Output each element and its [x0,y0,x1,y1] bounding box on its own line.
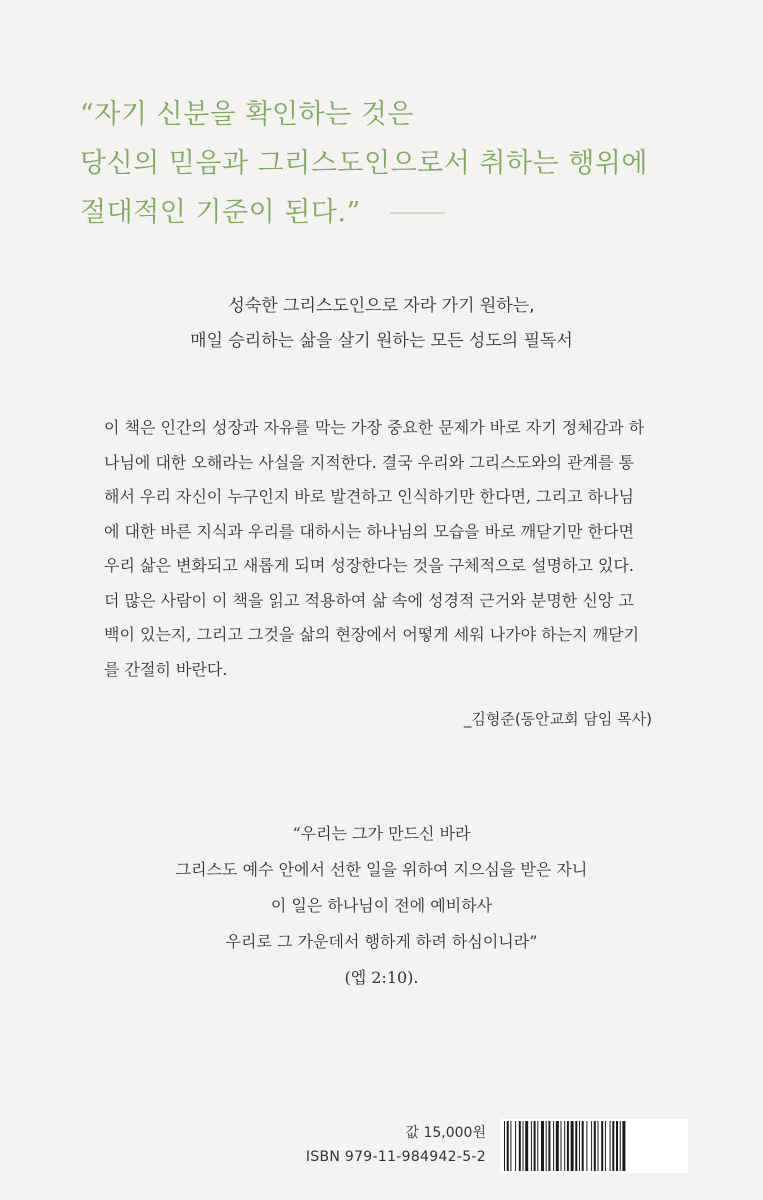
barcode-bar [579,1121,580,1171]
barcode-bar [537,1121,538,1171]
barcode-bar [553,1121,554,1171]
pull-quote-line: 당신의 믿음과 그리스도인으로서 취하는 행위에 [80,148,648,179]
paper-mark [390,212,445,214]
barcode-bar [622,1121,625,1171]
barcode-bar [534,1121,536,1171]
barcode-bar [598,1121,599,1171]
verse-line: 우리로 그 가운데서 행하게 하려 하심이니라” [225,932,538,951]
barcode-bar [601,1121,603,1171]
barcode-bar [586,1121,587,1171]
barcode-bar [594,1121,596,1171]
barcode-bar [546,1121,547,1171]
endorsement-text [104,411,664,687]
scripture-verse [0,816,763,996]
barcode-bar [610,1121,611,1171]
pull-quote-line: “자기 신분을 확인하는 것은 [80,99,414,130]
tagline-line: 매일 승리하는 삶을 살기 원하는 모든 성도의 필독서 [190,331,573,351]
barcode-bar [504,1121,505,1171]
barcode-bar [591,1121,592,1171]
barcode-bar [616,1121,618,1171]
verse-line: 이 일은 하나님이 전에 예비하사 [270,896,493,915]
barcode-bar [541,1121,544,1171]
endorsement-line: 백이 있는지, 그리고 그것을 삶의 현장에서 어떻게 세워 나가야 하는지 깨닫기 [104,625,640,644]
barcode-bar [556,1121,559,1171]
barcode-bar [531,1121,532,1171]
barcode-bar [525,1121,528,1171]
barcode-bar [571,1121,574,1171]
pull-quote [80,90,700,237]
endorsement-line: 에 대한 바른 지식과 우리를 대하시는 하나님의 모습을 바로 깨닫기만 한다면 [104,521,634,541]
barcode-bar [507,1121,509,1171]
endorsement-line: 더 많은 사람이 이 책을 읽고 적용하여 삶 속에 성경적 근거와 분명한 신앙 고 [104,590,634,610]
barcode-bar [582,1121,584,1171]
barcode-bar [575,1121,577,1171]
endorsement-line: 나님에 대한 오해라는 사실을 지적한다. 결국 우리와 그리스도와의 관계를 통 [104,452,634,472]
verse-line: “우리는 그가 만드신 바라 [292,824,471,843]
barcode-bar [523,1121,524,1171]
barcode-bar [612,1121,614,1171]
verse-line: 그리스도 예수 안에서 선한 일을 위하여 지으심을 받은 자니 [175,860,588,879]
barcode [500,1119,688,1173]
barcode-bar [567,1121,569,1171]
price-label: 값 15,000원 [405,1125,486,1141]
barcode-bar [519,1121,521,1171]
endorsement-line: 우리 삶은 변화되고 새롭게 되며 성장한다는 것을 구체적으로 설명하고 있다. [104,556,634,575]
pull-quote-line: 절대적인 기준이 된다.” [80,197,361,228]
endorsement-attribution: _김형준(동안교회 담임 목사) [463,710,652,728]
barcode-bar [605,1121,606,1171]
barcode-bar [620,1121,621,1171]
barcode-bar [561,1121,562,1171]
barcode-bar [548,1121,550,1171]
verse-line: (엡 2:10). [344,968,419,987]
endorsement-line: 이 책은 인간의 성장과 자유를 막는 가장 중요한 문제가 바로 자기 정체감과 하 [104,418,645,437]
barcode-bar [510,1121,511,1171]
tagline-line: 성숙한 그리스도인으로 자라 가기 원하는, [228,296,535,316]
barcode-bar [564,1121,565,1171]
endorsement-line: 를 간절히 바란다. [104,659,228,679]
isbn-label: ISBN 979-11-984942-5-2 [305,1149,486,1165]
endorsement-line: 해서 우리 자신이 누구인지 바로 발견하고 인식하기만 한다면, 그리고 하나님 [104,487,634,506]
tagline [0,289,763,359]
barcode-bar [515,1121,516,1171]
